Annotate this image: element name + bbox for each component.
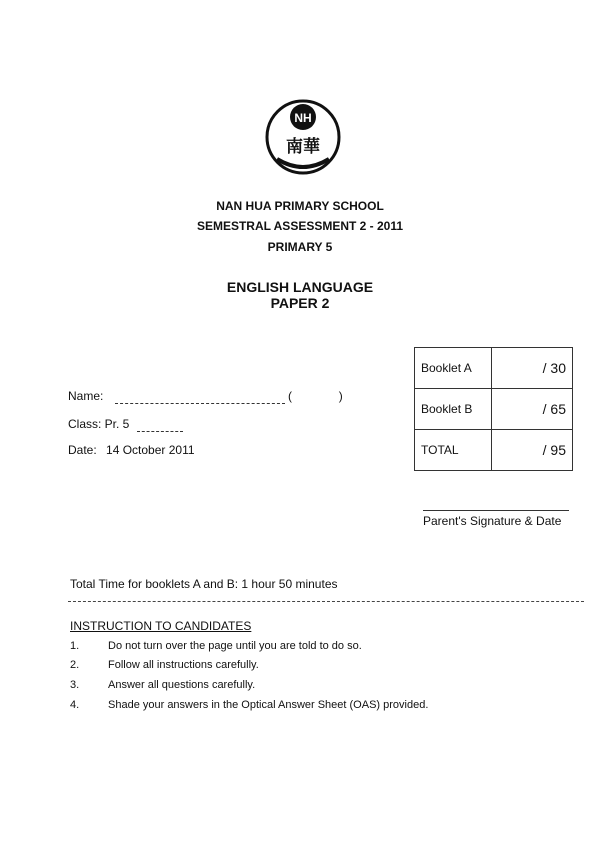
class-field [68, 417, 183, 432]
divider [68, 601, 584, 602]
score-table [414, 347, 573, 471]
level-title: PRIMARY 5 [267, 240, 333, 254]
score-row [415, 348, 573, 389]
score-value: / 65 [492, 389, 573, 430]
instruction-text: Do not turn over the page until you are told to do so. [108, 640, 362, 652]
score-row [415, 430, 573, 471]
school-name: NAN HUA PRIMARY SCHOOL [216, 199, 384, 213]
school-logo [263, 97, 343, 177]
assessment-title: SEMESTRAL ASSESSMENT 2 - 2011 [196, 219, 404, 233]
signature-label: Parent's Signature & Date [423, 514, 562, 528]
score-row [415, 389, 573, 430]
score-label: Booklet B [415, 389, 492, 430]
signature-line [423, 510, 569, 511]
name-blank [115, 389, 285, 404]
name-paren-open: ( [288, 389, 293, 403]
name-paren-close: ) [338, 389, 343, 403]
paper-title: PAPER 2 [270, 295, 330, 311]
name-field [68, 389, 343, 404]
score-value: / 30 [492, 348, 573, 389]
instruction-number: 4. [70, 699, 80, 711]
instruction-text: Shade your answers in the Optical Answer Sheet (OAS) provided. [108, 699, 429, 711]
class-blank [137, 417, 183, 432]
instruction-item [70, 699, 550, 711]
score-value: / 95 [492, 430, 573, 471]
instruction-item [70, 640, 550, 652]
instruction-item [70, 659, 550, 671]
instruction-text: Answer all questions carefully. [108, 679, 256, 691]
class-label: Class: Pr. 5 [68, 417, 130, 431]
instruction-text: Follow all instructions carefully. [108, 659, 259, 671]
instruction-number: 2. [70, 659, 80, 671]
date-value: 14 October 2011 [106, 443, 195, 457]
date-field [68, 443, 195, 457]
score-label: TOTAL [415, 430, 492, 471]
instruction-number: 1. [70, 640, 80, 652]
date-label: Date: [68, 443, 97, 457]
logo-characters: 南華 [286, 137, 320, 157]
name-label: Name: [68, 389, 104, 403]
instruction-item [70, 679, 550, 691]
logo-emblem-text: NH [294, 111, 312, 125]
score-label: Booklet A [415, 348, 492, 389]
total-time: Total Time for booklets A and B: 1 hour 50 minutes [70, 577, 338, 591]
subject-title: ENGLISH LANGUAGE [226, 279, 374, 295]
instructions-heading: INSTRUCTION TO CANDIDATES [70, 619, 252, 633]
instruction-number: 3. [70, 679, 80, 691]
